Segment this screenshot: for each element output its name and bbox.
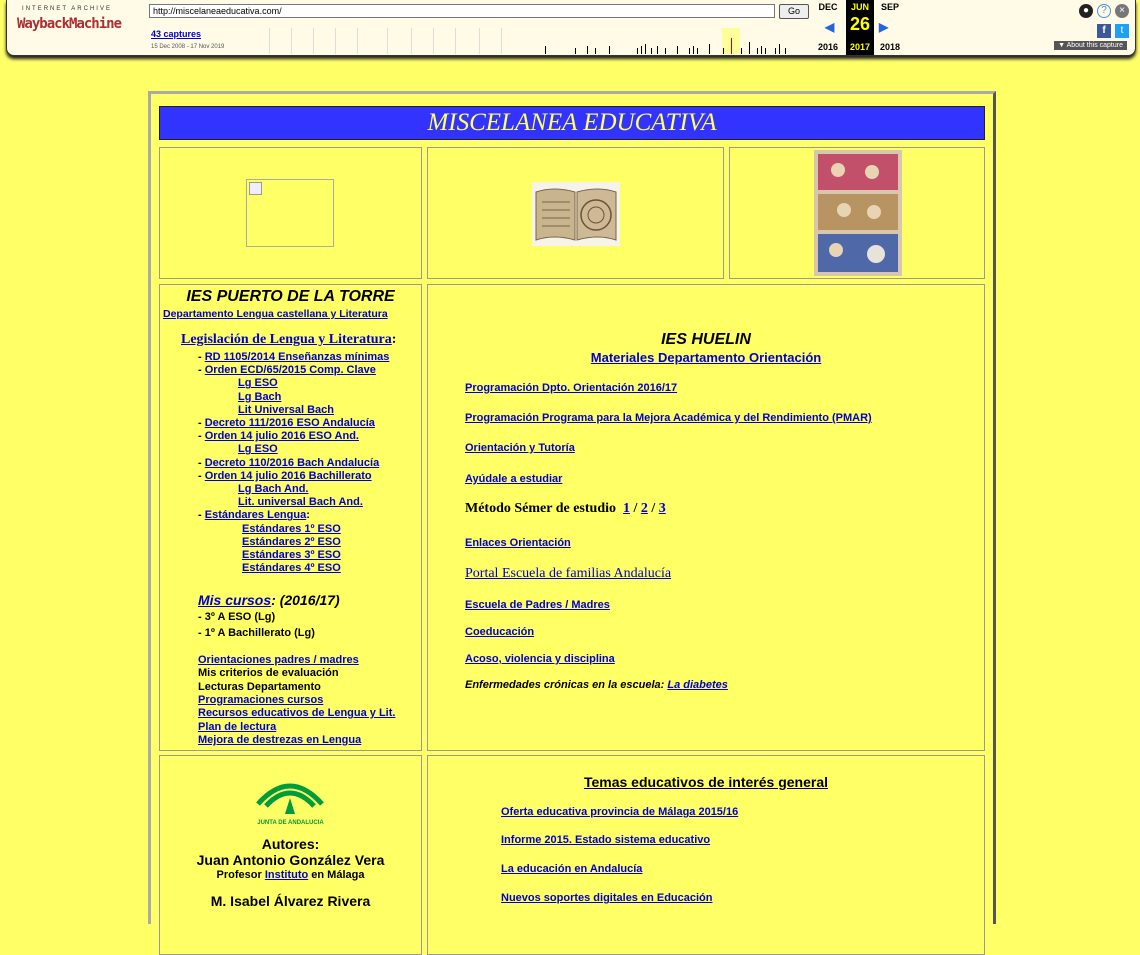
book-image <box>532 182 620 246</box>
spark-bar <box>645 44 646 54</box>
user-icon[interactable]: ● <box>1079 4 1093 18</box>
legis-item <box>198 509 310 521</box>
link-coeducacion[interactable]: Coeducación <box>465 626 535 638</box>
link-informe-2015[interactable]: Informe 2015. Estado sistema educativo <box>501 834 711 846</box>
legis-item-link[interactable]: Lg Bach And. <box>238 483 309 495</box>
legis-heading <box>181 332 396 348</box>
junta-andalucia-logo-icon <box>252 774 328 818</box>
close-icon[interactable]: × <box>1115 4 1129 18</box>
legis-item-prefix: - <box>198 456 205 469</box>
temas-title[interactable]: Temas educativos de interés general <box>583 774 829 790</box>
cursos-rest: : (2016/17) <box>271 592 340 608</box>
legis-item-link[interactable]: RD 1105/2014 Enseñanzas mínimas <box>204 351 390 363</box>
prev-year[interactable]: 2016 <box>817 42 839 52</box>
legis-item <box>198 430 359 442</box>
legis-item <box>238 377 278 389</box>
spark-bar <box>587 46 588 54</box>
site-banner: MISCELANEA EDUCATIVA <box>159 106 985 140</box>
spark-bar <box>741 48 742 54</box>
legis-item <box>238 496 363 508</box>
link-portal-familias[interactable]: Portal Escuela de familias Andalucía <box>465 566 672 581</box>
curso-1: - 3º A ESO (Lg) <box>198 611 276 623</box>
spark-bar <box>575 48 576 54</box>
next-capture-icon[interactable]: ▶ <box>879 20 889 34</box>
spark-bar <box>775 48 776 54</box>
legis-item-prefix: - <box>198 417 205 429</box>
left-bottom-link[interactable]: Programaciones cursos <box>198 693 324 706</box>
legis-item-prefix: - <box>198 364 205 377</box>
legis-item-link[interactable]: Lit. universal Bach And. <box>238 496 363 509</box>
cursos-link[interactable]: Mis cursos <box>198 592 272 608</box>
link-diabetes[interactable]: La diabetes <box>667 679 728 691</box>
current-year: 2017 <box>849 42 871 52</box>
spark-bar <box>697 48 698 54</box>
spark-bar <box>693 46 694 54</box>
author-1: Juan Antonio González Vera <box>196 852 385 868</box>
semer-3-link[interactable]: 3 <box>658 501 666 516</box>
semer-1-link[interactable]: 1 <box>623 501 630 516</box>
left-bottom-link[interactable]: Recursos educativos de Lengua y Lit. <box>198 707 396 720</box>
semer-line <box>465 501 666 517</box>
legis-item-link[interactable]: Lit Universal Bach <box>238 403 334 416</box>
link-programacion-dpto[interactable]: Programación Dpto. Orientación 2016/17 <box>465 382 678 394</box>
left-column <box>159 284 422 751</box>
semer-sep: / <box>633 501 638 516</box>
spark-bar <box>637 48 638 54</box>
broken-image-icon <box>249 182 262 195</box>
legis-link[interactable]: Legislación de Lengua y Literatura <box>181 332 392 347</box>
legis-item <box>242 549 341 561</box>
legis-item-link[interactable]: Orden 14 julio 2016 Bachillerato <box>204 469 372 482</box>
link-orientacion-tutoria[interactable]: Orientación y Tutoría <box>465 442 575 454</box>
left-bottom-link[interactable]: Orientaciones padres / madres <box>198 654 359 666</box>
spark-grid <box>501 28 502 54</box>
spark-bar <box>779 44 780 54</box>
go-button[interactable]: Go <box>779 4 809 19</box>
legis-item <box>238 404 334 416</box>
legis-item-prefix: - <box>198 430 205 443</box>
current-day: 26 <box>849 14 871 34</box>
prof-post: en Málaga <box>308 869 365 881</box>
spark-bar <box>677 46 678 54</box>
legis-item-link[interactable]: Orden ECD/65/2015 Comp. Clave <box>204 364 376 377</box>
next-year[interactable]: 2018 <box>879 42 901 52</box>
current-date <box>846 0 874 55</box>
autores-label: Autores: <box>261 836 320 852</box>
prev-month[interactable]: DEC <box>818 2 838 12</box>
legis-item-prefix: - <box>198 469 205 482</box>
school-title: IES PUERTO DE LA TORRE <box>186 288 395 305</box>
instituto-link[interactable]: Instituto <box>264 869 309 881</box>
image-cell-1 <box>159 147 422 279</box>
about-capture-button[interactable]: ▼ About this capture <box>1054 41 1127 50</box>
spark-bar-current <box>731 38 732 54</box>
capture-range: 15 Dec 2008 - 17 Nov 2019 <box>151 44 225 50</box>
spark-bar <box>657 46 658 54</box>
legis-item-link[interactable]: Estándares Lengua <box>204 509 307 522</box>
toolbar-icons <box>1037 4 1127 54</box>
authors-cell <box>159 755 422 955</box>
spark-grid <box>357 28 358 54</box>
legis-item-link[interactable]: Estándares 4º ESO <box>242 562 341 575</box>
spark-bar <box>757 48 758 54</box>
prev-capture-icon[interactable]: ◀ <box>825 20 835 34</box>
help-icon[interactable]: ? <box>1097 4 1111 18</box>
wayback-toolbar <box>0 0 1140 62</box>
legis-item-prefix: - <box>198 509 205 522</box>
author-2: M. Isabel Álvarez Rivera <box>210 893 371 909</box>
link-ayudale[interactable]: Ayúdale a estudiar <box>465 473 563 485</box>
spark-grid <box>433 28 434 54</box>
spark-grid <box>411 28 412 54</box>
capture-sparkline[interactable] <box>257 28 809 54</box>
captures-link[interactable]: 43 captures <box>151 29 202 39</box>
left-bottom-text: Mis criterios de evaluación <box>198 667 339 680</box>
link-oferta-educativa[interactable]: Oferta educativa provincia de Málaga 2015/16 <box>501 806 739 818</box>
legis-item <box>238 483 308 495</box>
legis-item <box>198 470 372 482</box>
spark-bar <box>609 46 610 54</box>
prof-pre: Profesor <box>216 869 265 881</box>
junta-logo-text: JUNTA DE ANDALUCIA <box>257 820 324 826</box>
spark-bar <box>595 48 596 54</box>
spark-bar <box>709 44 710 54</box>
legis-item-link[interactable]: Estándares 2º ESO <box>242 535 341 548</box>
broken-image <box>246 179 334 247</box>
spark-grid <box>313 28 314 54</box>
legis-item-link[interactable]: Decreto 110/2016 Bach Andalucía <box>204 456 380 469</box>
spark-grid <box>387 28 388 54</box>
legis-item <box>198 351 389 363</box>
temas-cell <box>427 755 985 955</box>
link-soportes-digitales[interactable]: Nuevos soportes digitales en Educación <box>501 892 713 904</box>
left-bottom-text: Lecturas Departamento <box>198 680 321 693</box>
legis-item <box>198 457 379 469</box>
legis-item-suffix: : <box>306 509 310 522</box>
spark-bar <box>765 48 766 54</box>
left-bottom-link[interactable]: Plan de lectura <box>198 720 277 733</box>
link-enlaces-orientacion[interactable]: Enlaces Orientación <box>465 537 571 549</box>
wayback-toolbar-panel <box>6 0 1136 56</box>
spark-bar <box>785 48 786 54</box>
prof-line <box>160 869 421 881</box>
spark-grid <box>291 28 292 54</box>
legis-item-link[interactable]: Orden 14 julio 2016 ESO And. <box>204 430 359 443</box>
spark-bar <box>749 42 750 54</box>
wayback-logo[interactable] <box>17 6 122 50</box>
url-input[interactable]: http://miscelaneaeducativa.com/ <box>149 4 775 18</box>
huelin-subtitle-link[interactable]: Materiales Departamento Orientación <box>590 350 822 365</box>
semer-2-link[interactable]: 2 <box>640 501 648 516</box>
legis-item <box>242 536 341 548</box>
legis-item-link[interactable]: Estándares 3º ESO <box>242 549 341 561</box>
huelin-title: IES HUELIN <box>661 331 751 348</box>
legis-item-link[interactable]: Lg Bach <box>238 390 282 403</box>
curso-2: - 1º A Bachillerato (Lg) <box>198 627 315 639</box>
next-month[interactable]: SEP <box>880 2 899 12</box>
manuscript-image <box>814 150 902 276</box>
spark-bar <box>665 48 666 54</box>
link-educacion-andalucia[interactable]: La educación en Andalucía <box>501 863 643 875</box>
spark-bar <box>651 48 652 54</box>
capture-calendar <box>813 0 909 55</box>
spark-grid <box>269 28 270 54</box>
legis-item <box>198 364 376 376</box>
logo-top-text: INTERNET ARCHIVE <box>22 6 112 12</box>
link-pmar[interactable]: Programación Programa para la Mejora Académica y del Rendimiento (PMAR) <box>465 412 872 424</box>
spark-grid <box>455 28 456 54</box>
spark-bar <box>689 48 690 54</box>
semer-sep: / <box>651 501 656 516</box>
logo-bottom-text: WaybackMachine <box>17 16 122 32</box>
image-cell-2 <box>427 147 724 279</box>
spark-bar <box>723 48 724 54</box>
link-escuela-padres[interactable]: Escuela de Padres / Madres <box>465 599 610 611</box>
enfermedades-line <box>465 679 728 691</box>
image-cell-3 <box>729 147 985 279</box>
spark-bar <box>545 46 546 54</box>
dept-link[interactable]: Departamento Lengua castellana y Literatura <box>163 308 388 320</box>
legis-item <box>238 443 278 455</box>
legis-item-link[interactable]: Estándares 1º ESO <box>242 522 341 535</box>
legis-item <box>242 562 341 574</box>
legis-item-link[interactable]: Lg ESO <box>238 443 278 456</box>
link-acoso[interactable]: Acoso, violencia y disciplina <box>465 653 615 665</box>
enfermedades-text: Enfermedades crónicas en la escuela: <box>465 679 668 691</box>
page-frame <box>148 91 996 924</box>
left-bottom-link[interactable]: Mejora de destrezas en Lengua <box>198 733 362 746</box>
legis-item-link[interactable]: Lg ESO <box>238 377 278 390</box>
facebook-icon[interactable]: f <box>1097 24 1111 38</box>
cursos-heading <box>198 592 340 608</box>
spark-grid <box>479 28 480 54</box>
legis-item <box>238 391 281 403</box>
spark-bar <box>761 46 762 54</box>
spark-bar <box>641 46 642 54</box>
legis-colon: : <box>391 332 397 347</box>
legis-item-prefix: - <box>198 351 205 363</box>
current-month: JUN <box>850 2 869 12</box>
right-column <box>427 284 985 751</box>
legis-item-link[interactable]: Decreto 111/2016 ESO Andalucía <box>204 417 375 429</box>
legis-item <box>198 417 375 429</box>
legis-item <box>242 523 341 535</box>
semer-label: Método Sémer de estudio <box>465 501 616 516</box>
spark-grid <box>335 28 336 54</box>
twitter-icon[interactable]: t <box>1115 24 1129 38</box>
